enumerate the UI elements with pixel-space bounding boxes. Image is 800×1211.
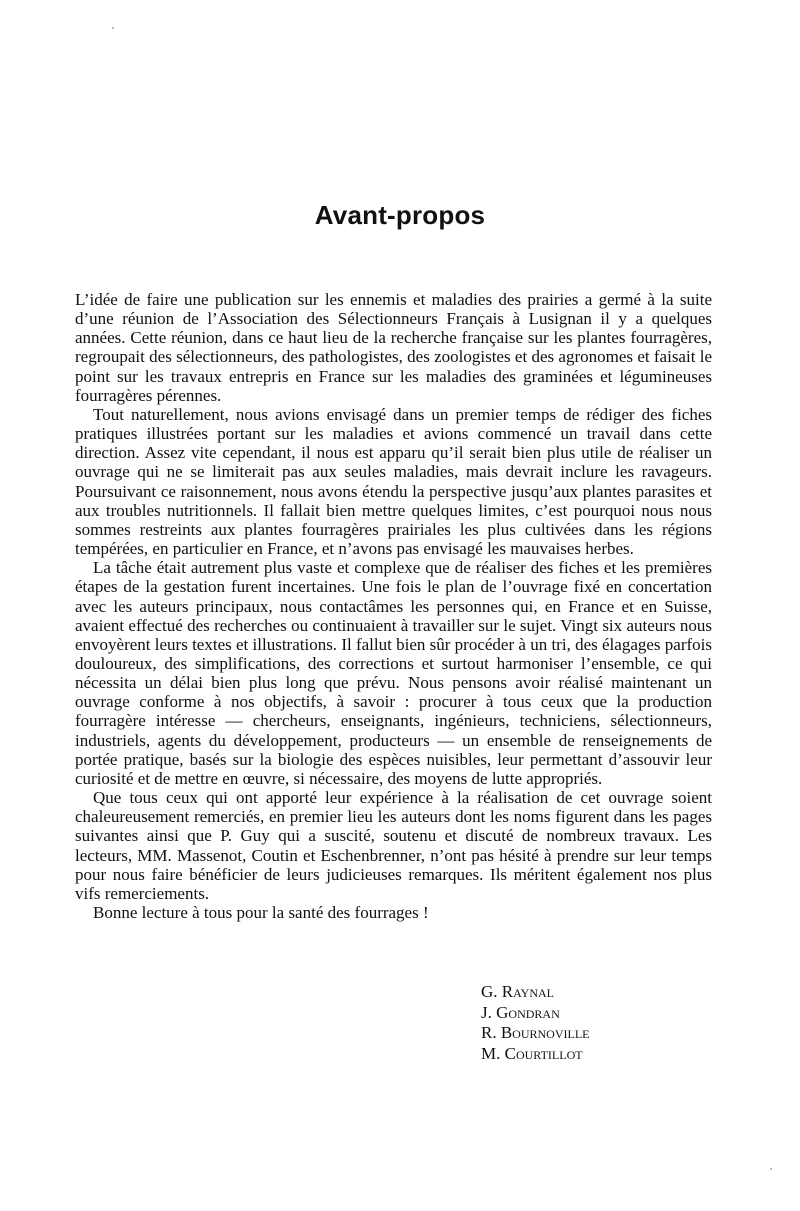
page-title: Avant-propos [314, 200, 486, 230]
signatory-initial: G. [481, 982, 498, 1001]
signatory-initial: J. [481, 1002, 492, 1022]
paragraph-5: Bonne lecture à tous pour la santé des fourrages ! [93, 903, 429, 922]
scan-speck [770, 1168, 772, 1170]
signatory-name: Courtillot [504, 1043, 583, 1063]
signatory-initial: R. [481, 1023, 497, 1042]
paragraph-4: Que tous ceux qui ont apporté leur expérience à la réalisation de cet ouvrage soient chaleureusement remerciés, en premier lieu les auteurs dont les noms figurent dans les pages suivantes ainsi que P. Guy qui a suscité, soutenu et discuté de nombreux travaux. Les lecteurs, MM. Massenot, Coutin et Eschenbrenner, n’ont pas hésité à prendre sur leur temps pour nous faire bénéficier de leurs judicieuses remarques. Ils méritent également nos plus vifs remerciements. [75, 788, 712, 903]
signatory-name: Raynal [501, 982, 555, 1001]
signatory [481, 1003, 590, 1024]
signatory-initial: M. [481, 1043, 501, 1063]
signatory-name: Gondran [496, 1002, 560, 1022]
signatory [481, 982, 590, 1003]
paragraph-1: L’idée de faire une publication sur les ennemis et maladies des prairies a germé à la suite d’une réunion de l’Association des Sélectionneurs Français à Lusignan il y a quelques années. Cette réunion, dans ce haut lieu de la recherche française sur les plantes fourragères, regroupait des sélectionneurs, des pathologistes, des zoologistes et des agronomes et faisait le point sur les travaux entrepris en France sur les maladies des graminées et légumineuses fourragères pérennes. [75, 290, 712, 405]
paragraph-2: Tout naturellement, nous avions envisagé dans un premier temps de rédiger des fiches pratiques illustrées portant sur les maladies et avions commencé un travail dans cette direction. Assez vite cependant, il nous est apparu qu’il serait bien plus utile de réaliser un ouvrage qui ne se limiterait pas aux seules maladies, mais devrait inclure les ravageurs. Poursuivant ce raisonnement, nous avons étendu la perspective jusqu’aux plantes parasites et aux troubles nutritionnels. Il fallait bien mettre quelques limites, c’est pourquoi nous nous sommes restreints aux plantes fourragères prairiales les plus cultivées dans les régions tempérées, en particulier en France, et n’avons pas envisagé les mauvaises herbes. [75, 404, 712, 559]
signature-block [481, 982, 590, 1064]
scan-speck [112, 27, 114, 29]
paragraph-3: La tâche était autrement plus vaste et complexe que de réaliser des fiches et les premières étapes de la gestation furent incertaines. Une fois le plan de l’ouvrage fixé en concertation avec les auteurs principaux, nous contactâmes les personnes qui, en France et en Suisse, avaient effectué des recherches ou continuaient à travailler sur le sujet. Vingt six auteurs nous envoyèrent leurs textes et illustrations. Il fallut bien sûr procéder à un tri, des élagages parfois douloureux, des simplifications, des corrections et surtout harmoniser l’ensemble, ce qui nécessita un délai bien plus long que prévu. Nous pensons avoir réalisé maintenant un ouvrage conforme à nos objectifs, à savoir : procurer à tous ceux que la production fourragère intéresse — chercheurs, enseignants, ingénieurs, techniciens, sélectionneurs, industriels, agents du développement, producteurs — un ensemble de renseignements de portée pratique, basés sur la biologie des espèces nuisibles, leur permettant d’assouvir leur curiosité et de mettre en œuvre, si nécessaire, des moyens de lutte appropriés. [75, 558, 712, 788]
signatory [481, 1023, 590, 1044]
foreword-body [75, 290, 712, 922]
signatory [481, 1044, 590, 1065]
signatory-name: Bournoville [500, 1023, 590, 1042]
